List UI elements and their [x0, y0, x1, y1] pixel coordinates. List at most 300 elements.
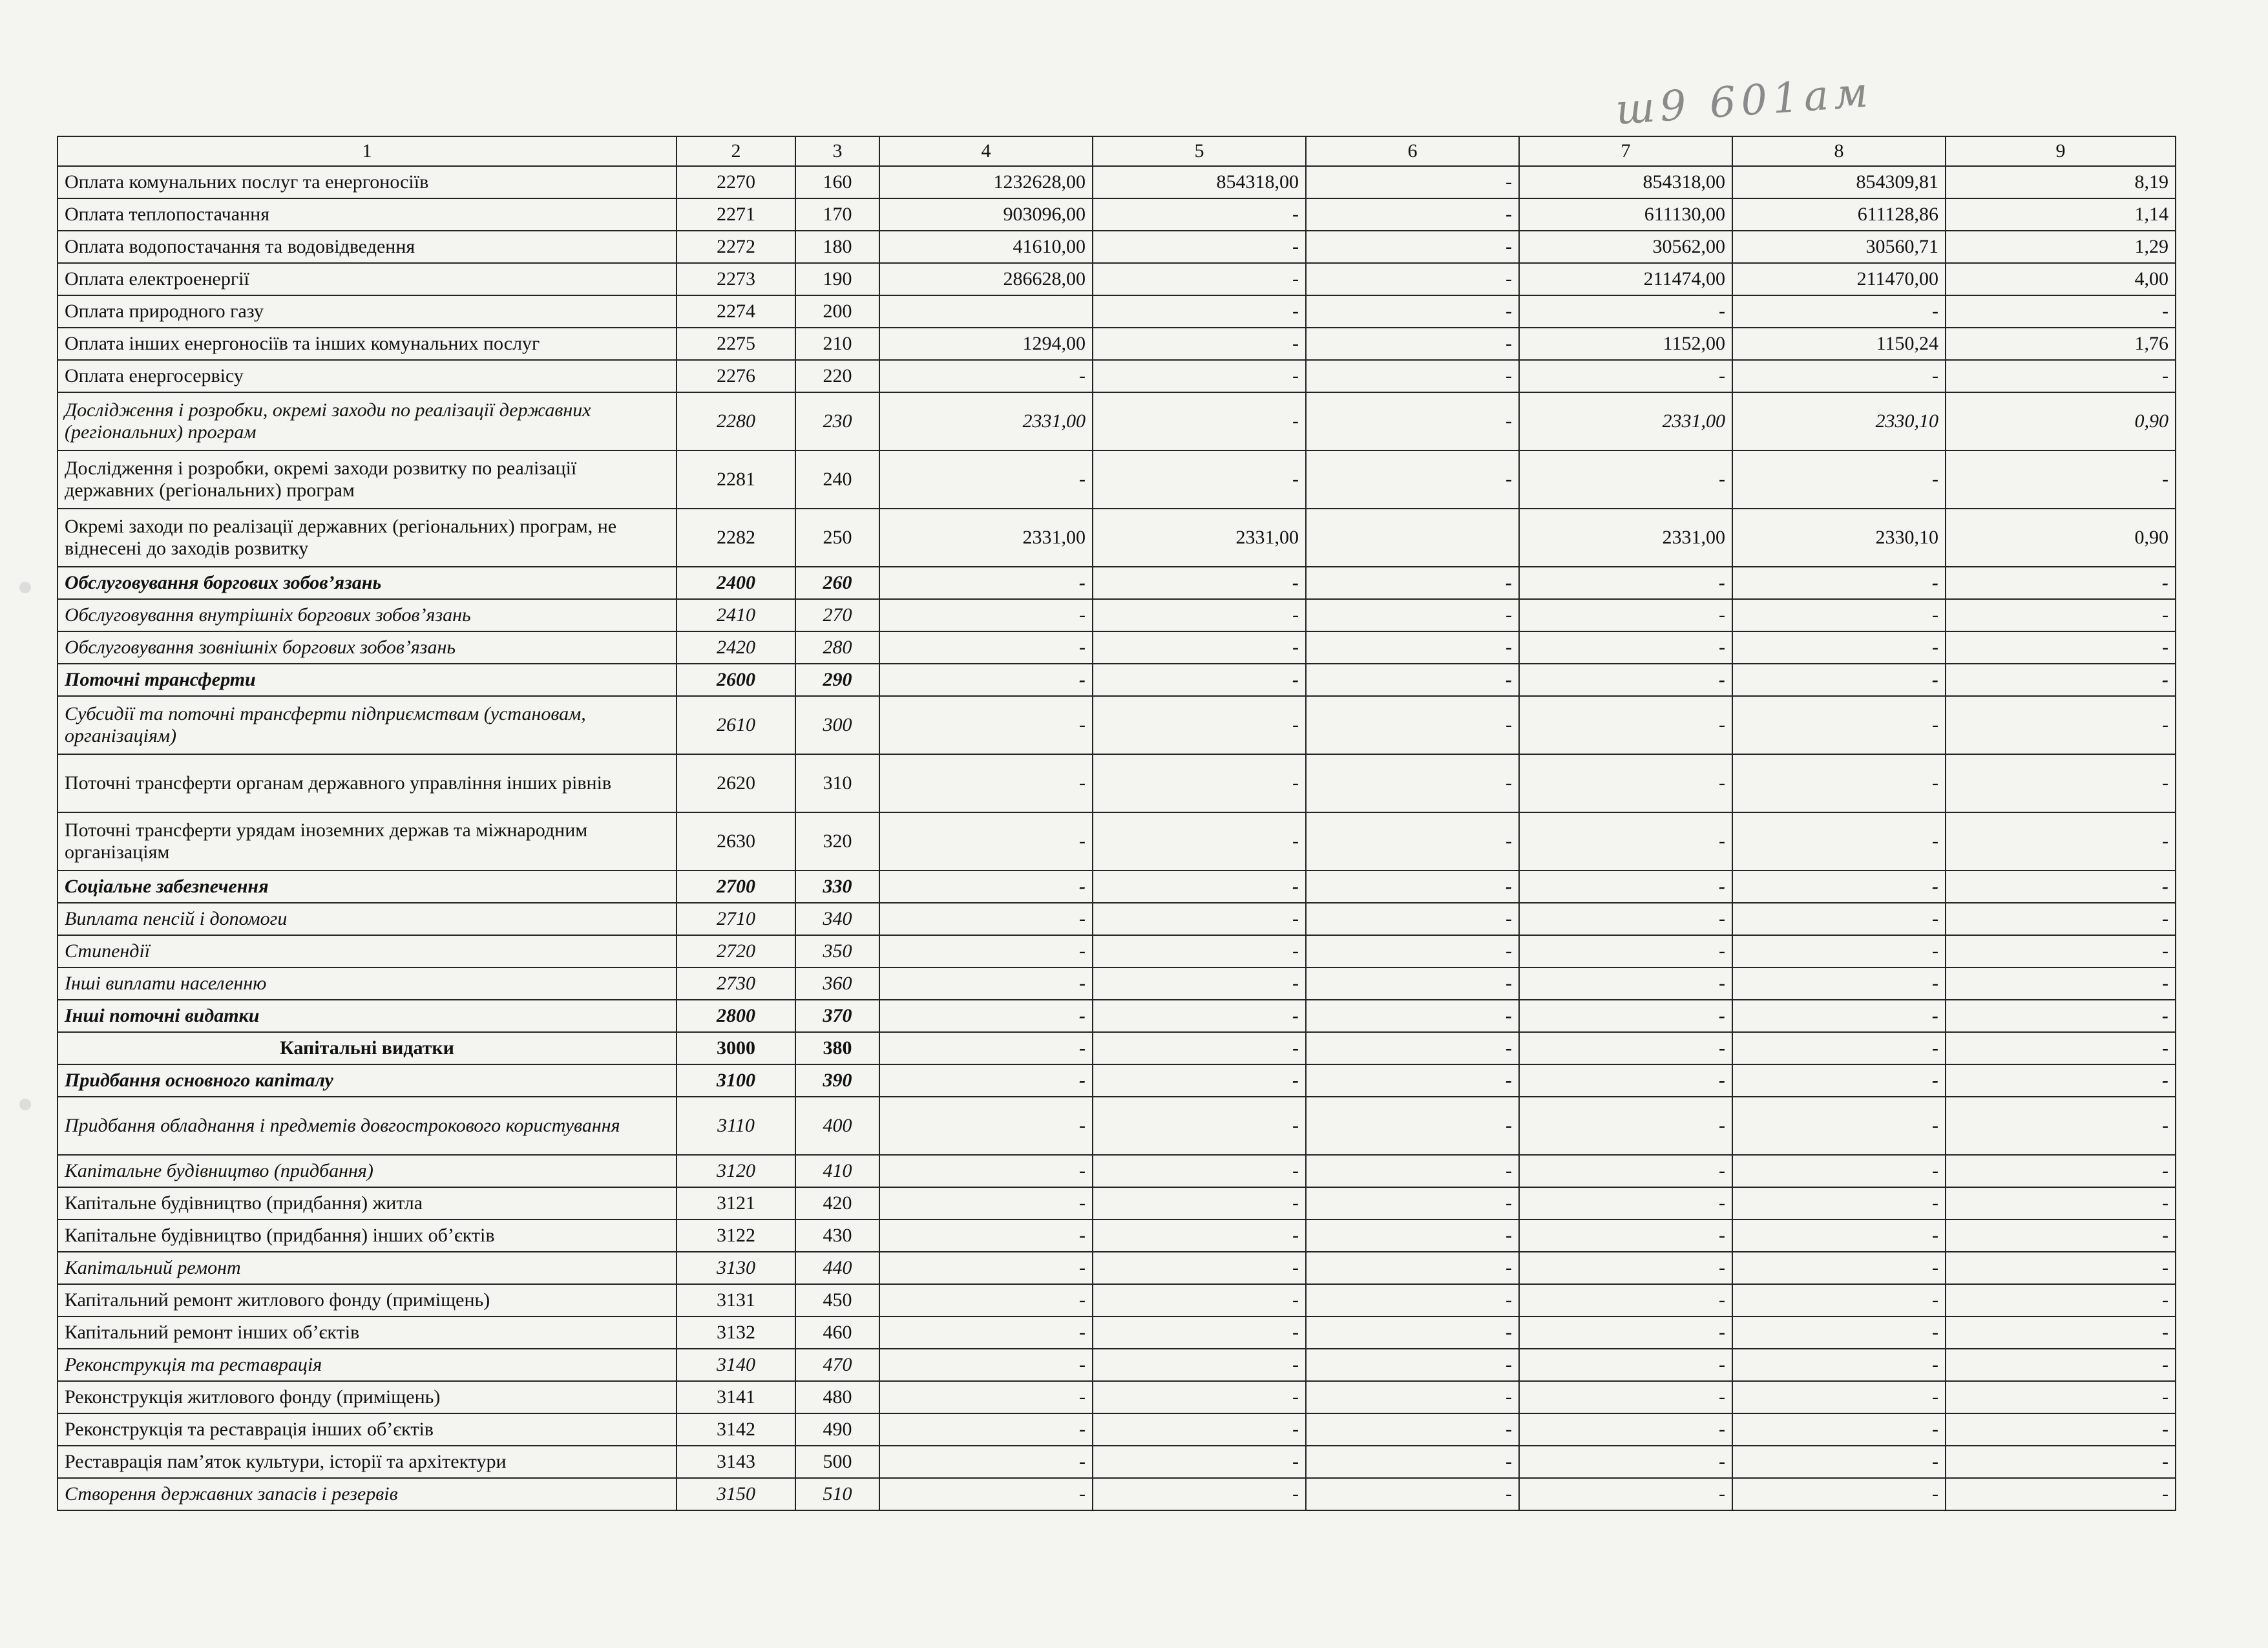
col-4-value: -: [879, 903, 1093, 935]
col-6-value: -: [1306, 263, 1519, 295]
col-8-value: -: [1732, 935, 1946, 967]
col-7-value: -: [1519, 1097, 1732, 1155]
economic-code: 2630: [677, 812, 795, 871]
table-row: [58, 231, 2176, 263]
col-5-value: -: [1093, 1032, 1306, 1064]
row-name: Капітальне будівництво (придбання): [58, 1155, 677, 1187]
row-code: 410: [795, 1155, 879, 1187]
table-row: [58, 631, 2176, 664]
table-row: [58, 754, 2176, 812]
col-8-value: -: [1732, 631, 1946, 664]
col-6-value: [1306, 509, 1519, 567]
col-8-value: -: [1732, 567, 1946, 599]
column-number: 6: [1306, 136, 1519, 166]
table-row: [58, 1064, 2176, 1097]
col-9-value: -: [1946, 1413, 2176, 1446]
col-7-value: 2331,00: [1519, 392, 1732, 450]
col-9-value: -: [1946, 1446, 2176, 1478]
col-7-value: -: [1519, 1413, 1732, 1446]
col-7-value: -: [1519, 967, 1732, 1000]
table-row: [58, 871, 2176, 903]
economic-code: 3150: [677, 1478, 795, 1510]
row-name: Капітальне будівництво (придбання) житла: [58, 1187, 677, 1220]
table-row: [58, 664, 2176, 696]
col-7-value: -: [1519, 1000, 1732, 1032]
row-code: 350: [795, 935, 879, 967]
col-6-value: -: [1306, 1187, 1519, 1220]
col-8-value: 854309,81: [1732, 166, 1946, 198]
table-row: [58, 1220, 2176, 1252]
row-code: 190: [795, 263, 879, 295]
col-7-value: 611130,00: [1519, 198, 1732, 231]
col-7-value: -: [1519, 1478, 1732, 1510]
col-4-value: -: [879, 1097, 1093, 1155]
economic-code: 2710: [677, 903, 795, 935]
table-row: [58, 1446, 2176, 1478]
col-7-value: -: [1519, 631, 1732, 664]
column-number: 3: [795, 136, 879, 166]
col-7-value: -: [1519, 696, 1732, 754]
col-9-value: -: [1946, 1187, 2176, 1220]
col-6-value: -: [1306, 696, 1519, 754]
col-7-value: 1152,00: [1519, 328, 1732, 360]
row-code: 170: [795, 198, 879, 231]
col-9-value: -: [1946, 1000, 2176, 1032]
table-row: [58, 1155, 2176, 1187]
col-8-value: 611128,86: [1732, 198, 1946, 231]
col-6-value: -: [1306, 1349, 1519, 1381]
row-code: 480: [795, 1381, 879, 1413]
col-5-value: -: [1093, 903, 1306, 935]
col-5-value: -: [1093, 754, 1306, 812]
row-code: 240: [795, 450, 879, 509]
row-name: Окремі заходи по реалізації державних (регіональних) програм, не віднесені до заходів розвитку: [58, 509, 677, 567]
col-9-value: -: [1946, 1220, 2176, 1252]
col-6-value: -: [1306, 935, 1519, 967]
row-name: Реконструкція житлового фонду (приміщень): [58, 1381, 677, 1413]
row-code: 360: [795, 967, 879, 1000]
col-5-value: -: [1093, 328, 1306, 360]
col-4-value: 1232628,00: [879, 166, 1093, 198]
row-code: 370: [795, 1000, 879, 1032]
economic-code: 3121: [677, 1187, 795, 1220]
col-7-value: -: [1519, 812, 1732, 871]
column-number-row: [58, 136, 2176, 166]
row-name: Соціальне забезпечення: [58, 871, 677, 903]
row-code: 180: [795, 231, 879, 263]
col-7-value: -: [1519, 360, 1732, 392]
col-4-value: -: [879, 1064, 1093, 1097]
col-7-value: -: [1519, 1446, 1732, 1478]
col-4-value: 903096,00: [879, 198, 1093, 231]
column-number: 8: [1732, 136, 1946, 166]
col-7-value: 30562,00: [1519, 231, 1732, 263]
col-6-value: -: [1306, 631, 1519, 664]
col-6-value: -: [1306, 903, 1519, 935]
col-9-value: -: [1946, 903, 2176, 935]
col-6-value: -: [1306, 1478, 1519, 1510]
economic-code: 2600: [677, 664, 795, 696]
col-6-value: -: [1306, 295, 1519, 328]
row-code: 260: [795, 567, 879, 599]
economic-code: 2280: [677, 392, 795, 450]
table-row: [58, 1284, 2176, 1316]
col-9-value: -: [1946, 1155, 2176, 1187]
col-4-value: -: [879, 754, 1093, 812]
col-7-value: -: [1519, 1316, 1732, 1349]
table-row: [58, 967, 2176, 1000]
col-8-value: -: [1732, 450, 1946, 509]
row-name: Придбання обладнання і предметів довгострокового користування: [58, 1097, 677, 1155]
economic-code: 3142: [677, 1413, 795, 1446]
col-8-value: -: [1732, 360, 1946, 392]
col-6-value: -: [1306, 1284, 1519, 1316]
col-9-value: 1,29: [1946, 231, 2176, 263]
col-8-value: -: [1732, 1316, 1946, 1349]
col-5-value: -: [1093, 1349, 1306, 1381]
col-5-value: -: [1093, 812, 1306, 871]
row-code: 490: [795, 1413, 879, 1446]
col-4-value: -: [879, 1349, 1093, 1381]
col-9-value: 8,19: [1946, 166, 2176, 198]
col-9-value: -: [1946, 599, 2176, 631]
col-9-value: -: [1946, 754, 2176, 812]
table-row: [58, 1000, 2176, 1032]
row-code: 230: [795, 392, 879, 450]
table-row: [58, 1316, 2176, 1349]
col-8-value: -: [1732, 1155, 1946, 1187]
col-5-value: -: [1093, 360, 1306, 392]
col-4-value: -: [879, 1187, 1093, 1220]
col-4-value: -: [879, 696, 1093, 754]
col-9-value: -: [1946, 1252, 2176, 1284]
table-row: [58, 696, 2176, 754]
col-4-value: [879, 295, 1093, 328]
row-name: Оплата комунальних послуг та енергоносіїв: [58, 166, 677, 198]
col-5-value: -: [1093, 599, 1306, 631]
col-8-value: -: [1732, 599, 1946, 631]
economic-code: 2271: [677, 198, 795, 231]
economic-code: 3122: [677, 1220, 795, 1252]
col-9-value: -: [1946, 1478, 2176, 1510]
economic-code: 2281: [677, 450, 795, 509]
col-6-value: -: [1306, 754, 1519, 812]
col-9-value: -: [1946, 1349, 2176, 1381]
row-code: 270: [795, 599, 879, 631]
col-5-value: -: [1093, 1446, 1306, 1478]
col-7-value: -: [1519, 754, 1732, 812]
economic-code: 2272: [677, 231, 795, 263]
col-7-value: -: [1519, 935, 1732, 967]
row-name: Оплата електроенергії: [58, 263, 677, 295]
row-code: 420: [795, 1187, 879, 1220]
row-name: Обслуговування внутрішніх боргових зобов’язань: [58, 599, 677, 631]
row-name: Капітальні видатки: [58, 1032, 677, 1064]
col-5-value: -: [1093, 1220, 1306, 1252]
economic-code: 3110: [677, 1097, 795, 1155]
col-4-value: -: [879, 1413, 1093, 1446]
economic-code: 3100: [677, 1064, 795, 1097]
col-4-value: -: [879, 1000, 1093, 1032]
col-9-value: -: [1946, 1316, 2176, 1349]
table-row: [58, 263, 2176, 295]
row-name: Дослідження і розробки, окремі заходи по реалізації державних (регіональних) програм: [58, 392, 677, 450]
col-6-value: -: [1306, 1155, 1519, 1187]
col-4-value: -: [879, 567, 1093, 599]
col-9-value: -: [1946, 664, 2176, 696]
col-4-value: -: [879, 1220, 1093, 1252]
col-8-value: -: [1732, 1187, 1946, 1220]
row-code: 380: [795, 1032, 879, 1064]
col-5-value: -: [1093, 664, 1306, 696]
table-row: [58, 1252, 2176, 1284]
economic-code: 2282: [677, 509, 795, 567]
col-4-value: -: [879, 450, 1093, 509]
col-4-value: -: [879, 967, 1093, 1000]
row-code: 340: [795, 903, 879, 935]
col-6-value: -: [1306, 1446, 1519, 1478]
economic-code: 2410: [677, 599, 795, 631]
row-name: Обслуговування зовнішніх боргових зобов’язань: [58, 631, 677, 664]
economic-code: 2610: [677, 696, 795, 754]
col-8-value: 211470,00: [1732, 263, 1946, 295]
economic-code: 2270: [677, 166, 795, 198]
col-5-value: 2331,00: [1093, 509, 1306, 567]
col-8-value: -: [1732, 1478, 1946, 1510]
col-8-value: -: [1732, 1032, 1946, 1064]
col-8-value: 30560,71: [1732, 231, 1946, 263]
row-name: Реконструкція та реставрація інших об’єктів: [58, 1413, 677, 1446]
row-code: 210: [795, 328, 879, 360]
economic-code: 3141: [677, 1381, 795, 1413]
col-9-value: 0,90: [1946, 392, 2176, 450]
table-row: [58, 1413, 2176, 1446]
economic-code: 3131: [677, 1284, 795, 1316]
row-name: Інші виплати населенню: [58, 967, 677, 1000]
col-6-value: -: [1306, 198, 1519, 231]
col-6-value: -: [1306, 812, 1519, 871]
col-6-value: -: [1306, 1316, 1519, 1349]
row-name: Дослідження і розробки, окремі заходи розвитку по реалізації державних (регіональних) програм: [58, 450, 677, 509]
table-row: [58, 198, 2176, 231]
col-8-value: -: [1732, 1413, 1946, 1446]
col-6-value: -: [1306, 1097, 1519, 1155]
col-7-value: -: [1519, 1220, 1732, 1252]
row-code: 450: [795, 1284, 879, 1316]
col-9-value: -: [1946, 935, 2176, 967]
col-8-value: -: [1732, 812, 1946, 871]
table-row: [58, 812, 2176, 871]
col-9-value: 4,00: [1946, 263, 2176, 295]
punch-hole: [19, 582, 31, 593]
expenditure-report-table: [57, 136, 2176, 1511]
col-8-value: -: [1732, 295, 1946, 328]
col-9-value: -: [1946, 1097, 2176, 1155]
economic-code: 2620: [677, 754, 795, 812]
col-5-value: -: [1093, 1252, 1306, 1284]
row-name: Реставрація пам’яток культури, історії та архітектури: [58, 1446, 677, 1478]
col-4-value: -: [879, 1446, 1093, 1478]
col-8-value: -: [1732, 664, 1946, 696]
col-7-value: -: [1519, 599, 1732, 631]
row-code: 440: [795, 1252, 879, 1284]
col-7-value: -: [1519, 1032, 1732, 1064]
col-8-value: -: [1732, 696, 1946, 754]
col-8-value: -: [1732, 1381, 1946, 1413]
economic-code: 2730: [677, 967, 795, 1000]
economic-code: 2420: [677, 631, 795, 664]
col-8-value: -: [1732, 1220, 1946, 1252]
col-9-value: -: [1946, 1381, 2176, 1413]
col-4-value: 2331,00: [879, 509, 1093, 567]
row-code: 460: [795, 1316, 879, 1349]
col-9-value: -: [1946, 567, 2176, 599]
col-6-value: -: [1306, 1252, 1519, 1284]
row-name: Капітальний ремонт: [58, 1252, 677, 1284]
col-4-value: 2331,00: [879, 392, 1093, 450]
col-7-value: 2331,00: [1519, 509, 1732, 567]
col-5-value: -: [1093, 263, 1306, 295]
col-7-value: -: [1519, 1064, 1732, 1097]
col-4-value: -: [879, 360, 1093, 392]
col-5-value: -: [1093, 231, 1306, 263]
col-4-value: -: [879, 664, 1093, 696]
col-7-value: 854318,00: [1519, 166, 1732, 198]
col-9-value: -: [1946, 631, 2176, 664]
col-7-value: -: [1519, 1284, 1732, 1316]
economic-code: 3000: [677, 1032, 795, 1064]
col-6-value: -: [1306, 1032, 1519, 1064]
col-7-value: -: [1519, 1381, 1732, 1413]
row-name: Стипендії: [58, 935, 677, 967]
economic-code: 3143: [677, 1446, 795, 1478]
col-5-value: -: [1093, 1000, 1306, 1032]
col-5-value: -: [1093, 967, 1306, 1000]
row-name: Поточні трансферти органам державного управління інших рівнів: [58, 754, 677, 812]
row-code: 400: [795, 1097, 879, 1155]
row-code: 500: [795, 1446, 879, 1478]
table-row: [58, 903, 2176, 935]
col-8-value: 2330,10: [1732, 509, 1946, 567]
table-body: [58, 136, 2176, 1510]
row-code: 290: [795, 664, 879, 696]
economic-code: 2720: [677, 935, 795, 967]
col-5-value: -: [1093, 1097, 1306, 1155]
col-4-value: -: [879, 1478, 1093, 1510]
row-code: 510: [795, 1478, 879, 1510]
row-code: 250: [795, 509, 879, 567]
economic-code: 2400: [677, 567, 795, 599]
col-4-value: -: [879, 1316, 1093, 1349]
col-8-value: -: [1732, 1446, 1946, 1478]
col-4-value: -: [879, 1284, 1093, 1316]
col-6-value: -: [1306, 231, 1519, 263]
economic-code: 2275: [677, 328, 795, 360]
col-7-value: 211474,00: [1519, 263, 1732, 295]
economic-code: 2800: [677, 1000, 795, 1032]
economic-code: 3132: [677, 1316, 795, 1349]
col-9-value: -: [1946, 450, 2176, 509]
row-name: Капітальний ремонт житлового фонду (приміщень): [58, 1284, 677, 1316]
row-name: Оплата водопостачання та водовідведення: [58, 231, 677, 263]
col-5-value: -: [1093, 450, 1306, 509]
table-row: [58, 392, 2176, 450]
col-7-value: -: [1519, 1155, 1732, 1187]
table-row: [58, 1478, 2176, 1510]
col-5-value: -: [1093, 696, 1306, 754]
col-9-value: -: [1946, 967, 2176, 1000]
row-code: 310: [795, 754, 879, 812]
col-4-value: 1294,00: [879, 328, 1093, 360]
col-6-value: -: [1306, 360, 1519, 392]
col-8-value: -: [1732, 871, 1946, 903]
economic-code: 2700: [677, 871, 795, 903]
row-code: 320: [795, 812, 879, 871]
col-7-value: -: [1519, 295, 1732, 328]
row-code: 470: [795, 1349, 879, 1381]
col-8-value: -: [1732, 903, 1946, 935]
col-6-value: -: [1306, 1000, 1519, 1032]
row-name: Поточні трансферти урядам іноземних держав та міжнародним організаціям: [58, 812, 677, 871]
col-5-value: -: [1093, 1155, 1306, 1187]
col-5-value: 854318,00: [1093, 166, 1306, 198]
column-number: 2: [677, 136, 795, 166]
col-5-value: -: [1093, 567, 1306, 599]
row-code: 330: [795, 871, 879, 903]
row-name: Капітальний ремонт інших об’єктів: [58, 1316, 677, 1349]
col-9-value: -: [1946, 812, 2176, 871]
col-5-value: -: [1093, 1316, 1306, 1349]
row-name: Створення державних запасів і резервів: [58, 1478, 677, 1510]
col-8-value: -: [1732, 1252, 1946, 1284]
col-4-value: -: [879, 935, 1093, 967]
row-name: Оплата інших енергоносіїв та інших комунальних послуг: [58, 328, 677, 360]
row-name: Оплата енергосервісу: [58, 360, 677, 392]
col-4-value: 41610,00: [879, 231, 1093, 263]
table-row: [58, 935, 2176, 967]
col-5-value: -: [1093, 1187, 1306, 1220]
col-4-value: -: [879, 1155, 1093, 1187]
economic-code: 3140: [677, 1349, 795, 1381]
col-4-value: 286628,00: [879, 263, 1093, 295]
col-4-value: -: [879, 631, 1093, 664]
col-4-value: -: [879, 1032, 1093, 1064]
col-7-value: -: [1519, 1187, 1732, 1220]
col-5-value: -: [1093, 871, 1306, 903]
column-number: 4: [879, 136, 1093, 166]
col-4-value: -: [879, 871, 1093, 903]
column-number: 1: [58, 136, 677, 166]
col-5-value: -: [1093, 1064, 1306, 1097]
col-6-value: -: [1306, 567, 1519, 599]
col-8-value: -: [1732, 1284, 1946, 1316]
col-7-value: -: [1519, 903, 1732, 935]
row-name: Реконструкція та реставрація: [58, 1349, 677, 1381]
col-9-value: 1,76: [1946, 328, 2176, 360]
col-8-value: -: [1732, 967, 1946, 1000]
col-5-value: -: [1093, 198, 1306, 231]
col-6-value: -: [1306, 1413, 1519, 1446]
row-code: 220: [795, 360, 879, 392]
economic-code: 2274: [677, 295, 795, 328]
column-number: 7: [1519, 136, 1732, 166]
col-7-value: -: [1519, 664, 1732, 696]
col-7-value: -: [1519, 1252, 1732, 1284]
col-6-value: -: [1306, 1064, 1519, 1097]
col-8-value: 2330,10: [1732, 392, 1946, 450]
col-6-value: -: [1306, 328, 1519, 360]
col-8-value: -: [1732, 1349, 1946, 1381]
